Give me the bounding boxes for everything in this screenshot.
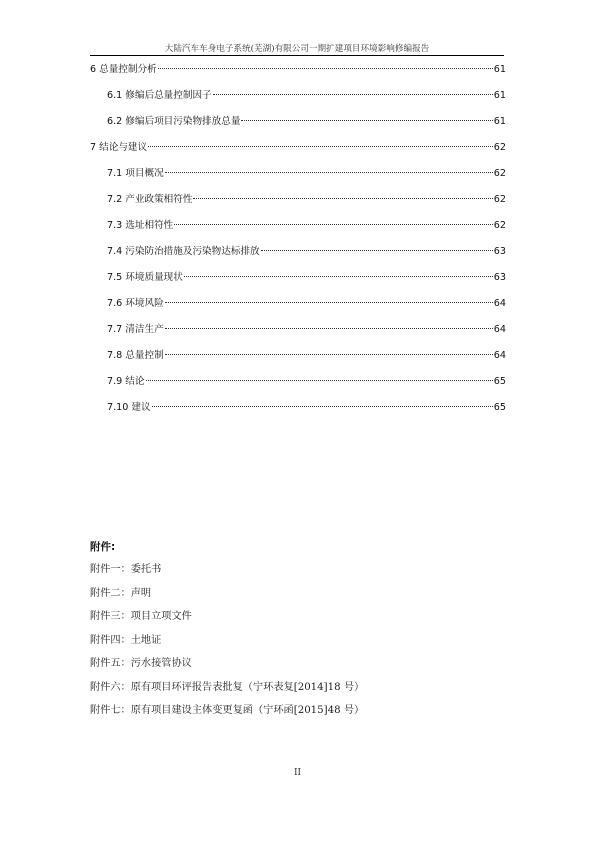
toc-leader-dots bbox=[174, 224, 493, 225]
toc-entry-title: 6.2 修编后项目污染物排放总量 bbox=[107, 116, 241, 127]
toc-entry-page: 63 bbox=[493, 272, 506, 283]
page-number: II bbox=[293, 768, 302, 778]
toc-entry-page: 62 bbox=[493, 168, 506, 179]
toc-entry-title: 6 总量控制分析 bbox=[90, 64, 157, 75]
toc-entry-7[interactable] bbox=[90, 139, 506, 165]
toc-entry-7-1[interactable] bbox=[90, 165, 506, 191]
toc-leader-dots bbox=[152, 406, 493, 407]
toc-entry-page: 61 bbox=[493, 90, 506, 101]
toc-leader-dots bbox=[213, 94, 493, 95]
attachment-item-1: 附件一：委托书 bbox=[90, 564, 162, 575]
toc-leader-dots bbox=[241, 120, 492, 121]
toc-entry-page: 62 bbox=[493, 142, 506, 153]
toc-entry-7-3[interactable] bbox=[90, 217, 506, 243]
toc-entry-title: 7.9 结论 bbox=[107, 376, 145, 387]
toc-entry-title: 7.3 选址相符性 bbox=[107, 220, 174, 231]
toc-entry-page: 64 bbox=[493, 298, 506, 309]
toc-entry-7-10[interactable] bbox=[90, 399, 506, 425]
toc-leader-dots bbox=[184, 276, 493, 277]
toc-entry-7-9[interactable] bbox=[90, 373, 506, 399]
toc-entry-title: 7.6 环境风险 bbox=[107, 298, 164, 309]
toc-entry-title: 7.2 产业政策相符性 bbox=[107, 194, 193, 205]
attachment-item-4: 附件四：土地证 bbox=[90, 634, 162, 646]
toc-entry-7-4[interactable] bbox=[90, 243, 506, 269]
toc-entry-page: 64 bbox=[493, 324, 506, 335]
toc-entry-page: 64 bbox=[493, 350, 506, 361]
toc-entry-page: 62 bbox=[493, 194, 506, 205]
toc-entry-title: 7.4 污染防治措施及污染物达标排放 bbox=[107, 246, 260, 257]
toc-leader-dots bbox=[165, 172, 493, 173]
attachments-list bbox=[90, 538, 510, 726]
toc-entry-page: 65 bbox=[493, 402, 506, 413]
table-of-contents bbox=[90, 61, 506, 425]
toc-entry-page: 61 bbox=[493, 116, 506, 127]
toc-entry-title: 7.10 建议 bbox=[107, 402, 151, 413]
toc-entry-title: 7.5 环境质量现状 bbox=[107, 272, 183, 283]
attachment-item-2: 附件二：声明 bbox=[90, 587, 152, 599]
toc-entry-7-6[interactable] bbox=[90, 295, 506, 321]
toc-leader-dots bbox=[193, 198, 492, 199]
attachment-item-5: 附件五：污水接管协议 bbox=[90, 658, 192, 669]
toc-entry-page: 63 bbox=[493, 246, 506, 257]
toc-entry-title: 7.7 清洁生产 bbox=[107, 324, 164, 335]
toc-entry-6-2[interactable] bbox=[90, 113, 506, 139]
attachments-heading: 附件: bbox=[90, 541, 116, 553]
running-header: 大陆汽车车身电子系统(芜湖)有限公司一期扩建项目环境影响修编报告 bbox=[90, 42, 504, 56]
toc-entry-title: 6.1 修编后总量控制因子 bbox=[107, 90, 212, 101]
toc-leader-dots bbox=[146, 380, 493, 381]
toc-entry-6[interactable] bbox=[90, 61, 506, 87]
attachment-item-6: 附件六：原有项目环评报告表批复（宁环表复[2014]18 号） bbox=[90, 681, 365, 693]
toc-entry-6-1[interactable] bbox=[90, 87, 506, 113]
toc-entry-page: 65 bbox=[493, 376, 506, 387]
attachment-item-3: 附件三：项目立项文件 bbox=[90, 611, 192, 622]
toc-entry-7-8[interactable] bbox=[90, 347, 506, 373]
toc-entry-page: 62 bbox=[493, 220, 506, 231]
toc-leader-dots bbox=[261, 250, 493, 251]
toc-entry-title: 7.8 总量控制 bbox=[107, 350, 164, 361]
toc-leader-dots bbox=[165, 302, 493, 303]
toc-leader-dots bbox=[165, 354, 493, 355]
toc-entry-title: 7.1 项目概况 bbox=[107, 168, 164, 179]
toc-entry-page: 61 bbox=[493, 64, 506, 75]
toc-leader-dots bbox=[158, 68, 493, 69]
toc-entry-7-7[interactable] bbox=[90, 321, 506, 347]
toc-leader-dots bbox=[165, 328, 493, 329]
toc-entry-title: 7 结论与建议 bbox=[90, 142, 148, 153]
attachment-item-7: 附件七：原有项目建设主体变更复函（宁环函[2015]48 号） bbox=[90, 705, 365, 716]
toc-entry-7-5[interactable] bbox=[90, 269, 506, 295]
toc-entry-7-2[interactable] bbox=[90, 191, 506, 217]
toc-leader-dots bbox=[148, 146, 493, 147]
